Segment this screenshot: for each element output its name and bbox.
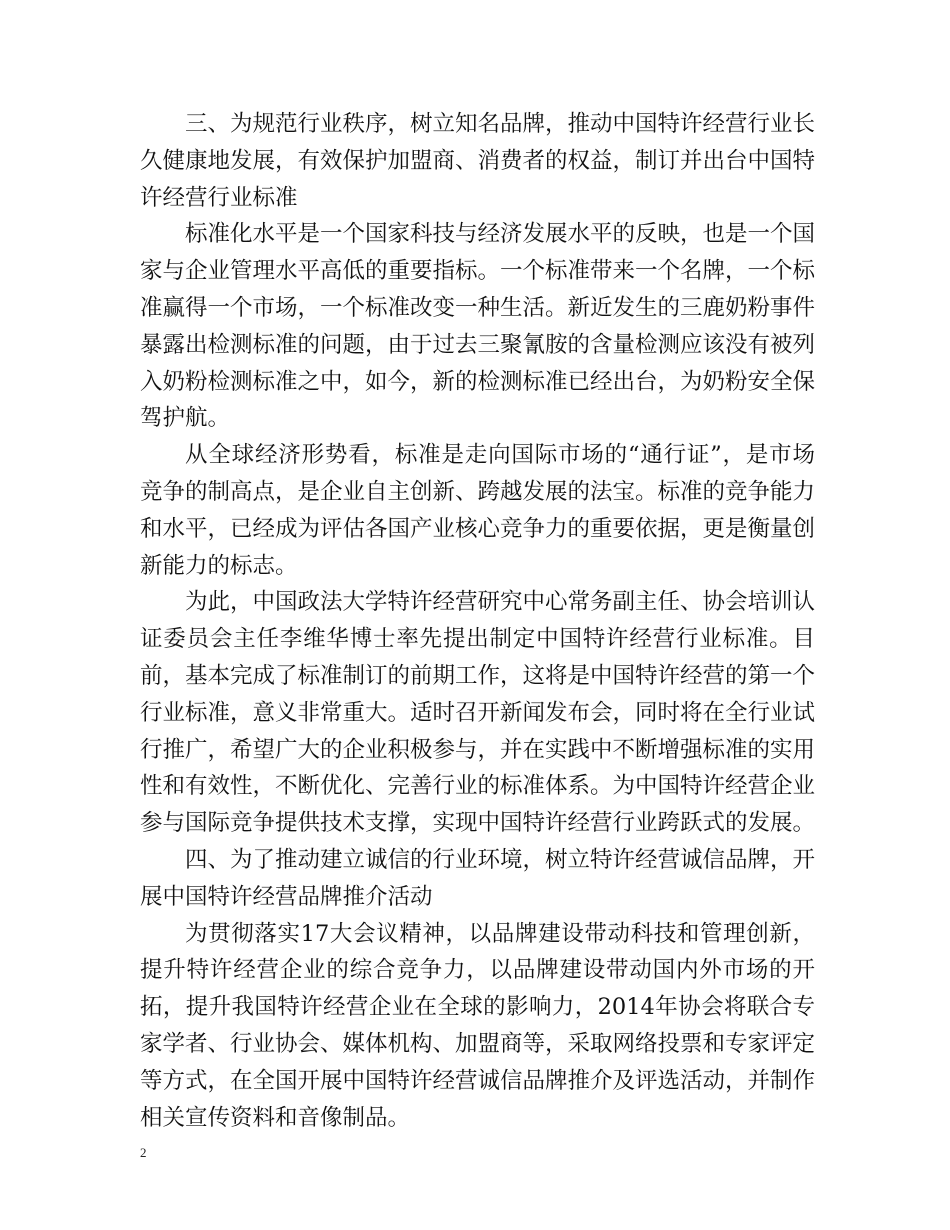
paragraph-industry-standard: 为此，中国政法大学特许经营研究中心常务副主任、协会培训认证委员会主任李维华博士率先提出制定中国特许经营行业标准。目前，基本完成了标准制订的前期工作，这将是中国特许经营的第一个行业标准，意义非常重大。适时召开新闻发布会，同时将在全行业试行推广，希望广大的企业积极参与，并在实践中不断增强标准的实用性和有效性，不断优化、完善行业的标准体系。为中国特许经营企业参与国际竞争提供技术支撑，实现中国特许经营行业跨跃式的发展。 (140, 589, 816, 837)
paragraph-global-economy: 从全球经济形势看，标准是走向国际市场的“通行证”，是市场竞争的制高点，是企业自主创新、跨越发展的法宝。标准的竞争能力和水平，已经成为评估各国产业核心竞争力的重要依据，更是衡量创新能力的标志。 (140, 442, 816, 579)
heading-section-three: 三、为规范行业秩序，树立知名品牌，推动中国特许经营行业长久健康地发展，有效保护加盟商、消费者的权益，制订并出台中国特许经营行业标准 (140, 111, 816, 211)
body-text (140, 106, 815, 1136)
paragraph-brand-promotion: 为贯彻落实17大会议精神，以品牌建设带动科技和管理创新，提升特许经营企业的综合竞争力，以品牌建设带动国内外市场的开拓，提升我国特许经营企业在全球的影响力，2014年协会将联合专家学者、行业协会、媒体机构、加盟商等，采取网络投票和专家评定等方式，在全国开展中国特许经营诚信品牌推介及评选活动，并制作相关宣传资料和音像制品。 (140, 920, 816, 1131)
heading-section-four: 四、为了推动建立诚信的行业环境，树立特许经营诚信品牌，开展中国特许经营品牌推介活动 (140, 846, 816, 910)
page-number: 2 (140, 1145, 147, 1160)
paragraph-standardization: 标准化水平是一个国家科技与经济发展水平的反映，也是一个国家与企业管理水平高低的重要指标。一个标准带来一个名牌，一个标准赢得一个市场，一个标准改变一种生活。新近发生的三鹿奶粉事件暴露出检测标准的问题，由于过去三聚氰胺的含量检测应该没有被列入奶粉检测标准之中，如今，新的检测标准已经出台，为奶粉安全保驾护航。 (140, 221, 816, 432)
